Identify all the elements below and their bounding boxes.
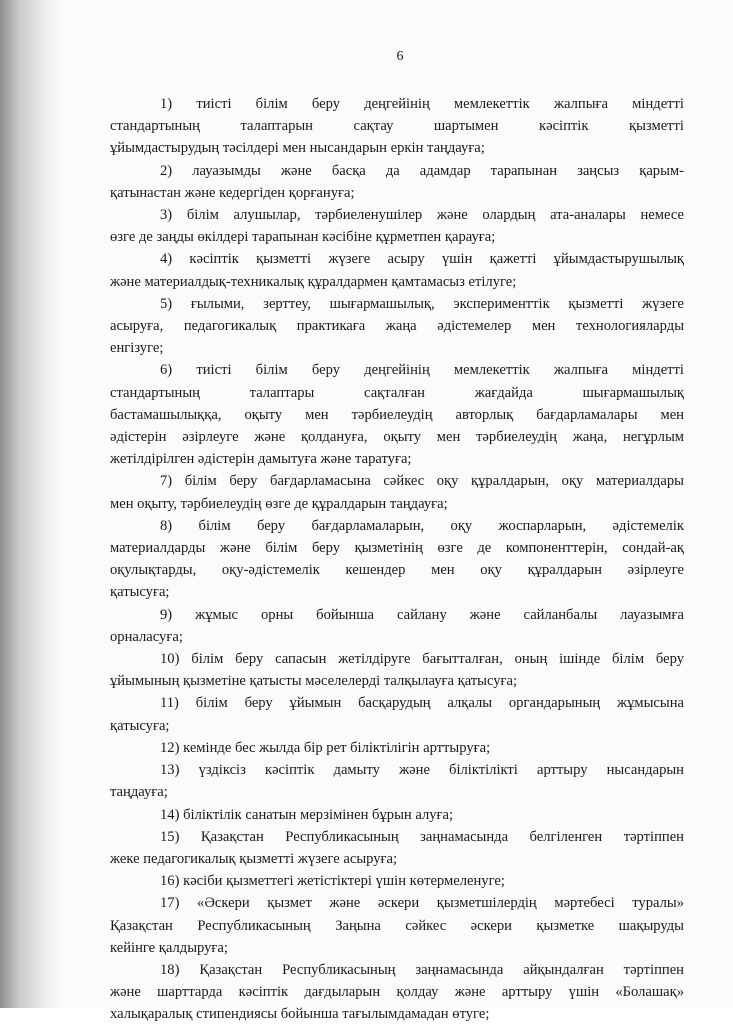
- text-line: әдістерін әзірлеуге және қолдануға, оқыту мен тәрбиелеудің жаңа, негұрлым: [110, 429, 684, 446]
- list-item: [110, 826, 684, 870]
- list-item: [110, 293, 684, 360]
- text-line: қатысуға;: [110, 584, 170, 601]
- text-line: 8) білім беру бағдарламаларын, оқу жоспарларын, әдістемелік: [160, 517, 684, 534]
- text-line: қатысуға;: [110, 717, 170, 734]
- text-line: енгізуге;: [110, 340, 164, 357]
- text-line: 18) Қазақстан Республикасының заңнамасында айқындалған тәртіппен: [160, 961, 684, 978]
- text-line: орналасуға;: [110, 628, 183, 645]
- text-line: оқулықтарды, оқу-әдістемелік кешендер мен оқу құралдарын әзірлеуге: [110, 562, 684, 579]
- document-body: [110, 93, 684, 1026]
- text-line: таңдауға;: [110, 784, 168, 801]
- list-item: [110, 804, 684, 826]
- page-number: 6: [396, 49, 404, 64]
- text-line: 4) кәсіптік қызметті жүзеге асыру үшін қажетті ұйымдастырушылық: [160, 251, 684, 268]
- text-line: мен оқыту, тәрбиелеудің өзге де құралдарын таңдауға;: [110, 495, 448, 512]
- list-item: [110, 359, 684, 470]
- text-line: кейінге қалдыруға;: [110, 939, 228, 956]
- text-line: жетілдірілген әдістерін дамытуға және таратуға;: [110, 451, 412, 468]
- text-line: стандартының талаптары сақталған жағдайда шығармашылық: [110, 384, 684, 401]
- list-item: [110, 160, 684, 204]
- text-line: өзге де заңды өкілдері тарапынан кәсібіне құрметпен қарауға;: [110, 229, 496, 246]
- text-line: асыруға, педагогикалық практикаға жаңа әдістемелер мен технологияларды: [110, 318, 684, 335]
- text-line: 7) білім беру бағдарламасына сәйкес оқу құралдарын, оқу материалдары: [160, 473, 684, 490]
- list-item: [110, 93, 684, 160]
- text-line: 13) үздіксіз кәсіптік дамыту және біліктілікті арттыру нысандарын: [160, 762, 684, 779]
- text-line: қатынастан және кедергіден қорғануға;: [110, 184, 355, 201]
- list-item: [110, 759, 684, 803]
- text-line: 12) кемінде бес жылда бір рет біліктілігін арттыруға;: [160, 739, 491, 756]
- scan-shadow: [0, 0, 62, 1008]
- text-line: 5) ғылыми, зерттеу, шығармашылық, эксперименттік қызметті жүзеге: [160, 295, 684, 312]
- text-line: 10) білім беру сапасын жетілдіруге бағытталған, оның ішінде білім беру: [160, 651, 684, 668]
- list-item: [110, 470, 684, 514]
- text-line: ұйымдастырудың тәсілдері мен нысандарын еркін таңдауға;: [110, 140, 485, 157]
- text-line: 1) тиісті білім беру деңгейінің мемлекеттік жалпыға міндетті: [160, 96, 684, 112]
- text-line: 9) жұмыс орны бойынша сайлану және сайланбалы лауазымға: [160, 606, 684, 623]
- list-item: [110, 204, 684, 248]
- list-item: [110, 515, 684, 604]
- list-item: [110, 692, 684, 736]
- text-line: жеке педагогикалық қызметті жүзеге асыруға;: [110, 850, 398, 867]
- text-line: 11) білім беру ұйымын басқарудың алқалы органдарының жұмысына: [160, 695, 684, 712]
- text-line: 6) тиісті білім беру деңгейінің мемлекеттік жалпыға міндетті: [160, 362, 684, 379]
- list-item: [110, 870, 684, 892]
- text-line: 17) «Әскери қызмет және әскери қызметшілердің мәртебесі туралы»: [160, 895, 684, 912]
- text-line: 3) білім алушылар, тәрбиеленушілер және олардың ата-аналары немесе: [160, 207, 684, 224]
- text-line: материалдарды және білім беру қызметінің өзге де компоненттерін, сондай-ақ: [110, 540, 684, 557]
- text-line: 15) Қазақстан Республикасының заңнамасында белгіленген тәртіппен: [160, 828, 684, 845]
- text-line: 16) кәсіби қызметтегі жетістіктері үшін көтермеленуге;: [160, 873, 505, 890]
- list-item: [110, 648, 684, 692]
- text-line: 14) біліктілік санатын мерзімінен бұрын алуға;: [160, 806, 454, 823]
- list-item: [110, 737, 684, 759]
- list-item: [110, 604, 684, 648]
- text-line: Қазақстан Республикасының Заңына сәйкес әскери қызметке шақыруды: [110, 917, 684, 934]
- text-line: ұйымының қызметіне қатысты мәселелерді талқылауға қатысуға;: [110, 673, 518, 690]
- text-line: стандартының талаптарын сақтау шартымен кәсіптік қызметті: [110, 118, 684, 135]
- text-line: және материалдық-техникалық құралдармен қамтамасыз етілуге;: [110, 273, 517, 290]
- text-line: халықаралық стипендиясы бойынша тағылымдамадан өтуге;: [110, 1006, 490, 1023]
- text-line: 2) лауазымды және басқа да адамдар тарапынан заңсыз қарым-: [160, 162, 684, 179]
- list-item: [110, 892, 684, 959]
- text-line: бастамашылыққа, оқыту мен тәрбиелеудің авторлық бағдарламалары мен: [110, 406, 684, 423]
- list-item: [110, 248, 684, 292]
- text-line: және шарттарда кәсіптік дағдыларын қолдау және арттыру үшін «Болашақ»: [110, 984, 684, 1001]
- list-item: [110, 959, 684, 1026]
